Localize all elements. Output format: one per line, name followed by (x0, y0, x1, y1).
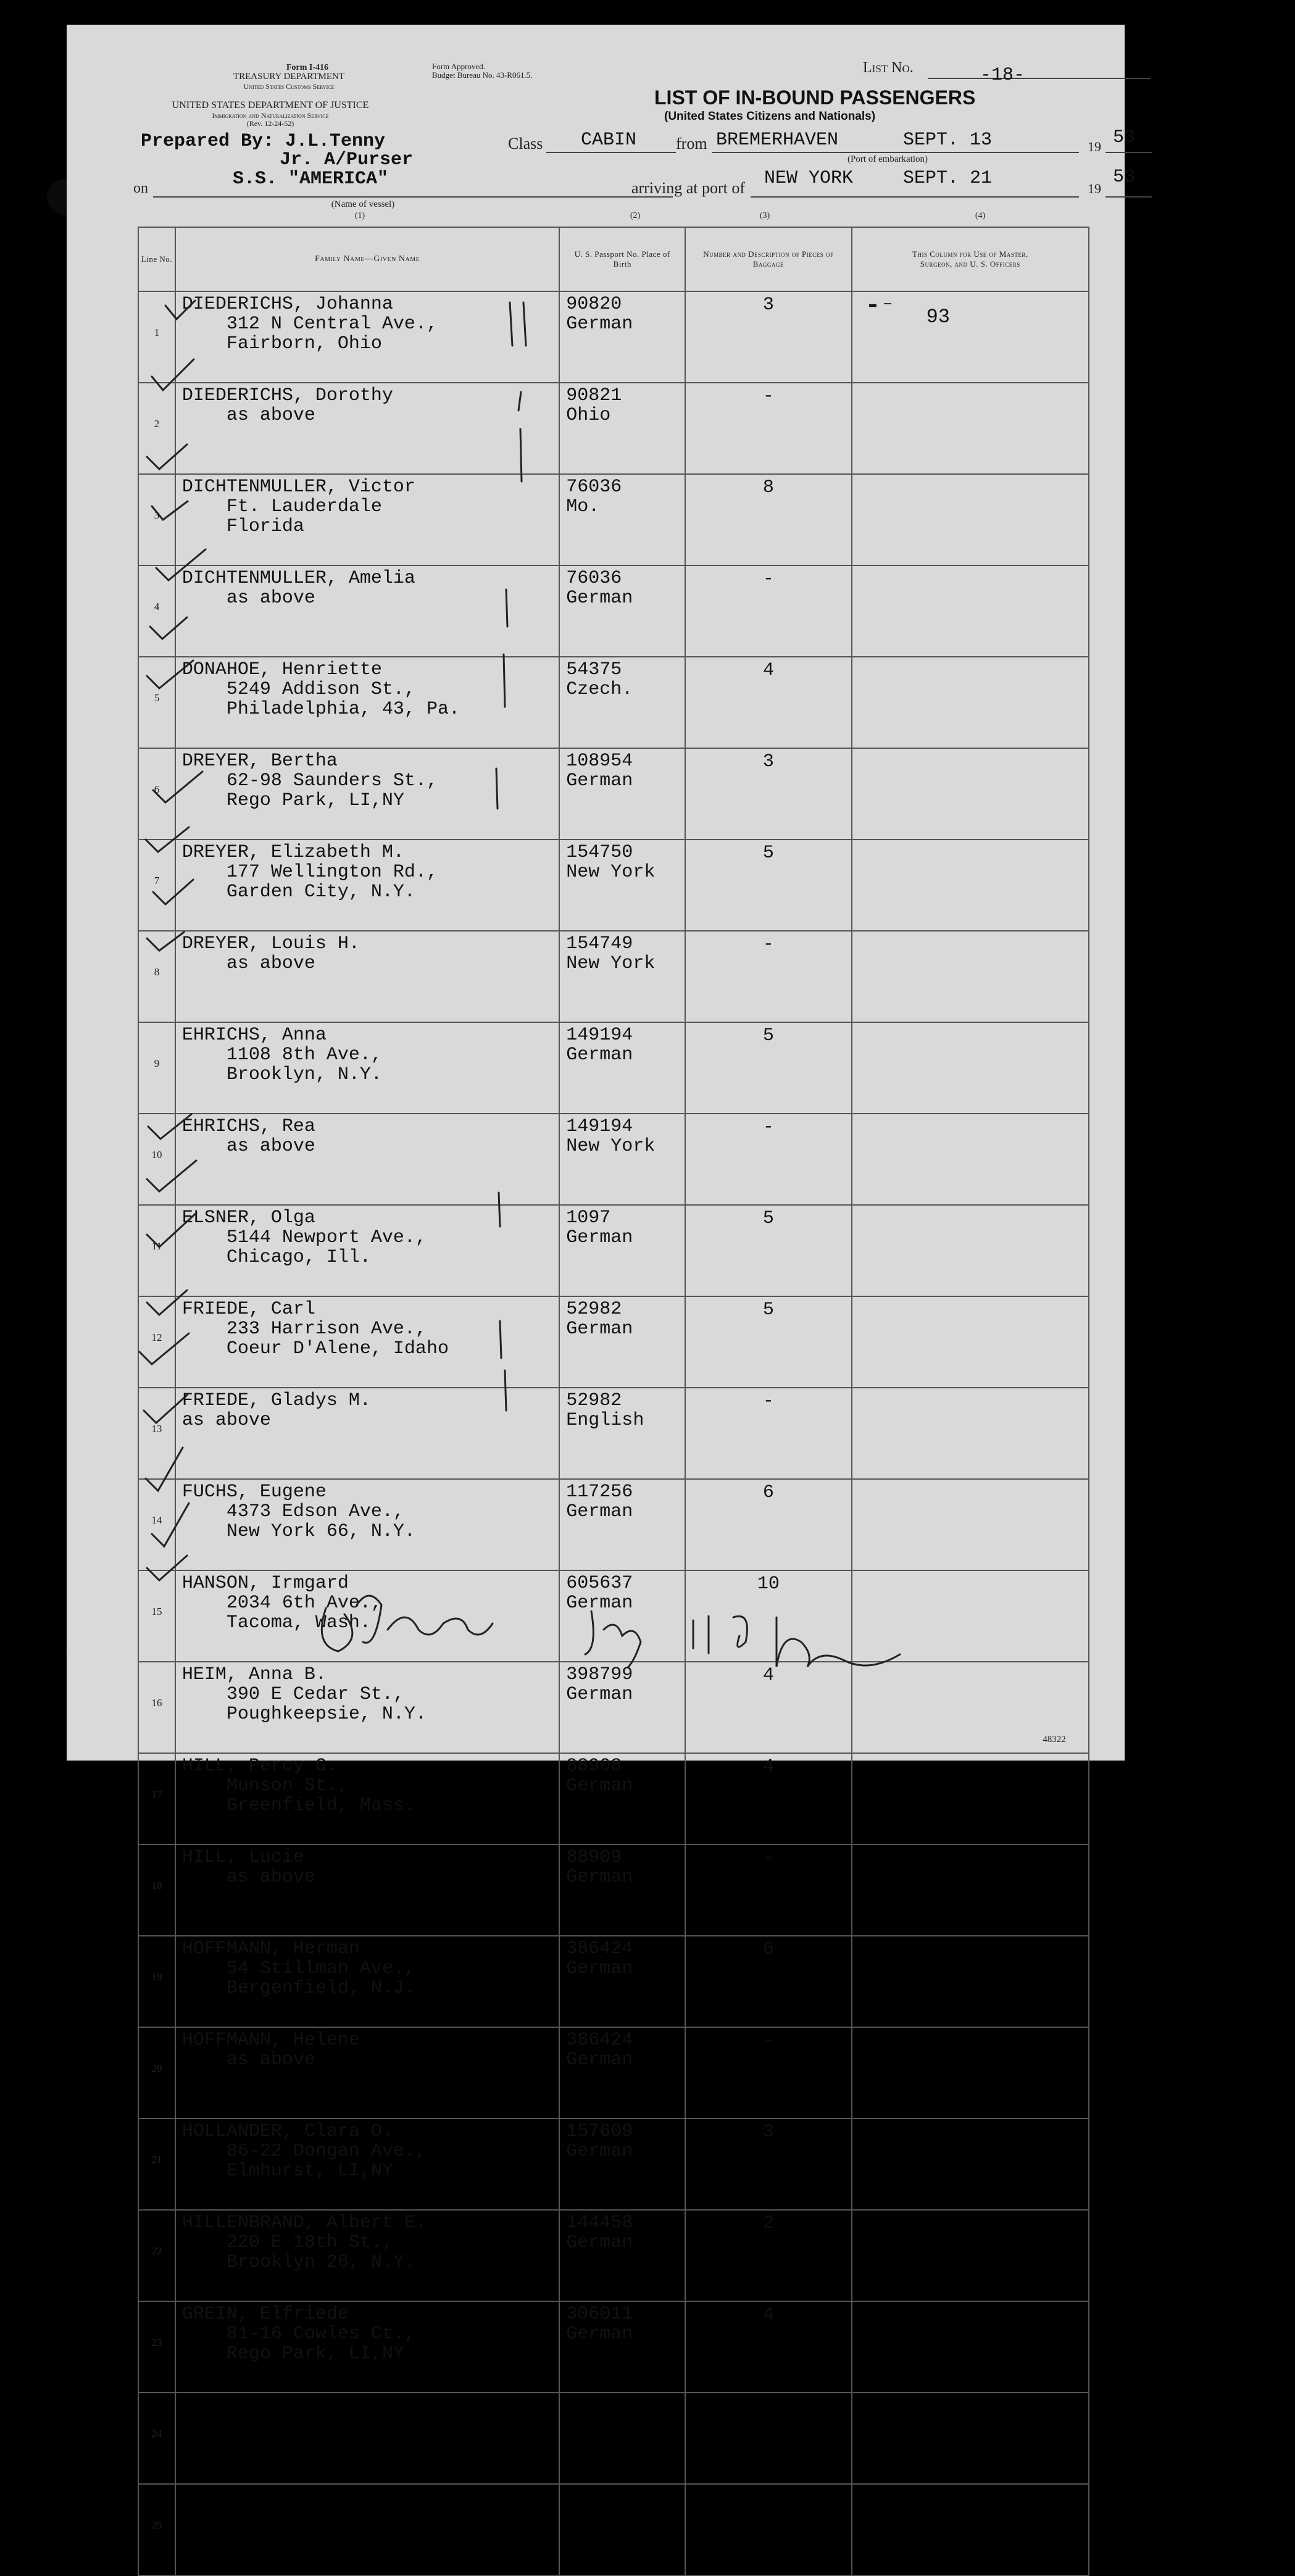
officer-notes (852, 840, 1089, 931)
line-number: 4 (138, 565, 175, 657)
passport-birthplace: 108954 German (559, 748, 685, 840)
baggage-count: 8 (685, 474, 851, 565)
officer-notes (852, 1388, 1089, 1479)
passport-birthplace: 154750 New York (559, 840, 685, 931)
header-line-no: Line No. (138, 227, 175, 291)
officer-notes (852, 1114, 1089, 1205)
line-number: 23 (138, 2301, 175, 2393)
baggage-count: - (685, 931, 851, 1022)
passenger-name-address: HILL, Lucie as above (175, 1844, 559, 1936)
manifest-page (67, 25, 1136, 2531)
passport-birthplace: 54375 Czech. (559, 657, 685, 748)
table-row (138, 565, 1089, 657)
officer-notes (852, 748, 1089, 840)
year-underline-1 (1106, 152, 1152, 153)
table-row (138, 1479, 1089, 1570)
officer-notes (852, 1570, 1089, 1662)
passenger-name-address: DREYER, Louis H. as above (175, 931, 559, 1022)
embarkation-port: BREMERHAVEN (716, 130, 839, 151)
document-title: LIST OF IN-BOUND PASSENGERS (654, 86, 976, 109)
list-no-underline (928, 78, 1150, 79)
baggage-count: 5 (685, 1205, 851, 1296)
passport-birthplace: 1097 German (559, 1205, 685, 1296)
officer-notes (852, 474, 1089, 565)
year-underline-2 (1106, 196, 1152, 198)
class-value: CABIN (581, 130, 637, 151)
column-number-2: (2) (630, 211, 641, 220)
table-row (138, 291, 1089, 383)
officer-notes (852, 565, 1089, 657)
line-number: 3 (138, 474, 175, 565)
baggage-count: 10 (685, 1570, 851, 1662)
table-row (138, 1205, 1089, 1296)
passport-birthplace: 88908 German (559, 1753, 685, 1844)
baggage-count: 3 (685, 291, 851, 383)
passenger-name-address: FRIEDE, Gladys M. as above (175, 1388, 559, 1479)
table-row (138, 1570, 1089, 1662)
officer-notes (852, 1296, 1089, 1388)
passport-birthplace: 306011 German (559, 2301, 685, 2393)
officer-notes (852, 1936, 1089, 2027)
table-row (138, 1388, 1089, 1479)
passport-birthplace (559, 2484, 685, 2575)
table-row (138, 1662, 1089, 1753)
baggage-count: 5 (685, 1296, 851, 1388)
line-number: 25 (138, 2484, 175, 2575)
line-number: 6 (138, 748, 175, 840)
from-label: from (676, 135, 707, 152)
table-row (138, 1844, 1089, 1936)
table-row (138, 383, 1089, 474)
line-number: 14 (138, 1479, 175, 1570)
passenger-name-address: FUCHS, Eugene 4373 Edson Ave., New York 66, N.Y. (175, 1479, 559, 1570)
table-row (138, 2301, 1089, 2393)
passport-birthplace: 52982 English (559, 1388, 685, 1479)
passenger-name-address: HOFFMANN, Helene as above (175, 2027, 559, 2119)
officer-notes (852, 1022, 1089, 1114)
baggage-count: - (685, 1388, 851, 1479)
officer-notes (852, 2484, 1089, 2575)
header-baggage: Number and Description of Pieces of Baggage (685, 227, 851, 291)
revision-date: (Rev. 12-24-52) (246, 119, 294, 128)
justice-department: UNITED STATES DEPARTMENT OF JUSTICE (172, 100, 369, 110)
baggage-count: 3 (685, 2119, 851, 2210)
passenger-name-address: HOLLANDER, Clara O. 86-22 Dongan Ave., Elmhurst, LI,NY (175, 2119, 559, 2210)
table-row (138, 1753, 1089, 1844)
line-number: 15 (138, 1570, 175, 1662)
baggage-count: - (685, 2027, 851, 2119)
list-no-label: List No. (863, 60, 914, 76)
baggage-count: - (685, 565, 851, 657)
passenger-name-address (175, 2484, 559, 2575)
year-prefix-1: 19 (1088, 139, 1101, 154)
passport-birthplace: 76036 German (559, 565, 685, 657)
vessel-name: S.S. "AMERICA" (233, 169, 389, 190)
passenger-name-address: HEIM, Anna B. 390 E Cedar St., Poughkeepsie, N.Y. (175, 1662, 559, 1753)
header-passport: U. S. Passport No. Place of Birth (559, 227, 685, 291)
arrival-port: NEW YORK (764, 168, 854, 189)
passport-birthplace: 386424 German (559, 2027, 685, 2119)
baggage-count (685, 2484, 851, 2575)
officer-notes (852, 2119, 1089, 2210)
list-number: -18- (980, 65, 1025, 86)
passport-birthplace: 386424 German (559, 1936, 685, 2027)
table-row (138, 1936, 1089, 2027)
passport-birthplace: 52982 German (559, 1296, 685, 1388)
form-number: Form I-416 (286, 63, 329, 72)
table-row (138, 1022, 1089, 1114)
port-embarkation-note: (Port of embarkation) (847, 154, 928, 164)
passenger-name-address: DICHTENMULLER, Amelia as above (175, 565, 559, 657)
table-row (138, 1296, 1089, 1388)
on-label: on (133, 180, 148, 196)
baggage-count: - (685, 1844, 851, 1936)
baggage-count: 4 (685, 657, 851, 748)
line-number: 19 (138, 1936, 175, 2027)
passenger-name-address: EHRICHS, Rea as above (175, 1114, 559, 1205)
line-number: 1 (138, 291, 175, 383)
baggage-count: 5 (685, 1022, 851, 1114)
table-header-row (138, 227, 1089, 291)
prepared-by-title: Jr. A/Purser (280, 149, 414, 170)
baggage-count: 4 (685, 1753, 851, 1844)
document-subtitle: (United States Citizens and Nationals) (664, 110, 876, 123)
table-row (138, 931, 1089, 1022)
passport-birthplace: 90820 German (559, 291, 685, 383)
passport-birthplace: 117256 German (559, 1479, 685, 1570)
baggage-count: 4 (685, 2301, 851, 2393)
passenger-name-address: EHRICHS, Anna 1108 8th Ave., Brooklyn, N.Y. (175, 1022, 559, 1114)
line-number: 10 (138, 1114, 175, 1205)
arrival-year: 53 (1113, 167, 1136, 188)
baggage-count: 3 (685, 748, 851, 840)
passport-birthplace: 90821 Ohio (559, 383, 685, 474)
table-row (138, 2484, 1089, 2575)
passenger-name-address: HILL, Percy G. Munson St., Greenfield, Mass. (175, 1753, 559, 1844)
embarkation-date: SEPT. 13 (903, 130, 993, 151)
line-number: 17 (138, 1753, 175, 1844)
budget-bureau: Budget Bureau No. 43-R061.5. (432, 70, 533, 80)
passport-birthplace: 149194 New York (559, 1114, 685, 1205)
line-number: 11 (138, 1205, 175, 1296)
passenger-name-address: DIEDERICHS, Dorothy as above (175, 383, 559, 474)
officer-notes (852, 1753, 1089, 1844)
officer-notes (852, 1205, 1089, 1296)
officer-notes (852, 657, 1089, 748)
line-number: 7 (138, 840, 175, 931)
footer-code: 48322 (1043, 1735, 1066, 1744)
passenger-name-address: ELSNER, Olga 5144 Newport Ave., Chicago, Ill. (175, 1205, 559, 1296)
baggage-count: - (685, 383, 851, 474)
passenger-name-address: GREIN, Elfriede 81-16 Cowles Ct., Rego Park, LI,NY (175, 2301, 559, 2393)
baggage-count: 2 (685, 2210, 851, 2301)
line-number: 16 (138, 1662, 175, 1753)
baggage-count: - (685, 1114, 851, 1205)
passport-birthplace: 605637 German (559, 1570, 685, 1662)
passport-birthplace: 149194 German (559, 1022, 685, 1114)
line-number: 13 (138, 1388, 175, 1479)
officer-mark-dash: ▬ ─ (869, 298, 892, 312)
table-row (138, 2393, 1089, 2484)
baggage-count: 6 (685, 1479, 851, 1570)
table-row (138, 2027, 1089, 2119)
line-number: 12 (138, 1296, 175, 1388)
treasury-department: TREASURY DEPARTMENT (233, 72, 345, 81)
passenger-name-address: DREYER, Bertha 62-98 Saunders St., Rego Park, LI,NY (175, 748, 559, 840)
passport-birthplace: 88909 German (559, 1844, 685, 1936)
baggage-count (685, 2393, 851, 2484)
class-underline (546, 152, 676, 153)
table-row (138, 1114, 1089, 1205)
baggage-count: 6 (685, 1936, 851, 2027)
officer-notes (852, 2393, 1089, 2484)
baggage-count: 5 (685, 840, 851, 931)
line-number: 2 (138, 383, 175, 474)
officer-notes (852, 2027, 1089, 2119)
officer-notes: 93 (852, 291, 1089, 383)
passenger-name-address: FRIEDE, Carl 233 Harrison Ave., Coeur D'Alene, Idaho (175, 1296, 559, 1388)
column-number-4: (4) (975, 211, 986, 220)
passenger-table (138, 227, 1089, 2576)
passenger-name-address: DIEDERICHS, Johanna 312 N Central Ave., Fairborn, Ohio (175, 291, 559, 383)
officer-notes (852, 1844, 1089, 1936)
column-number-3: (3) (759, 211, 770, 220)
vessel-underline (153, 196, 673, 198)
line-number: 22 (138, 2210, 175, 2301)
table-row (138, 748, 1089, 840)
passenger-name-address: DREYER, Elizabeth M. 177 Wellington Rd., Garden City, N.Y. (175, 840, 559, 931)
table-row (138, 657, 1089, 748)
line-number: 21 (138, 2119, 175, 2210)
passport-birthplace (559, 2393, 685, 2484)
baggage-count: 4 (685, 1662, 851, 1753)
officer-notes (852, 383, 1089, 474)
year-prefix-2: 19 (1088, 181, 1101, 196)
passenger-name-address: DICHTENMULLER, Victor Ft. Lauderdale Florida (175, 474, 559, 565)
form-approved: Form Approved. (432, 62, 485, 71)
passenger-name-address: HOFFMANN, Herman 54 Stillman Ave., Bergenfield, N.J. (175, 1936, 559, 2027)
vessel-note: (Name of vessel) (331, 199, 395, 209)
customs-service: United States Customs Service (243, 82, 335, 91)
line-number: 9 (138, 1022, 175, 1114)
arrival-date: SEPT. 21 (903, 168, 993, 189)
officer-notes (852, 1479, 1089, 1570)
line-number: 20 (138, 2027, 175, 2119)
passenger-name-address: DONAHOE, Henriette 5249 Addison St., Philadelphia, 43, Pa. (175, 657, 559, 748)
from-underline (712, 152, 1079, 153)
header-officers: This Column for Use of Master, Surgeon, and U. S. Officers (852, 227, 1089, 291)
table-row (138, 2210, 1089, 2301)
class-label: Class (508, 135, 543, 152)
line-number: 18 (138, 1844, 175, 1936)
header-name: Family Name—Given Name (175, 227, 559, 291)
passport-birthplace: 398799 German (559, 1662, 685, 1753)
prepared-by: Prepared By: J.L.Tenny (141, 131, 386, 152)
passport-birthplace: 144458 German (559, 2210, 685, 2301)
passport-birthplace: 76036 Mo. (559, 474, 685, 565)
passport-birthplace: 154749 New York (559, 931, 685, 1022)
officer-notes (852, 2301, 1089, 2393)
arrival-underline (751, 196, 1079, 198)
ins-service: Immigration and Naturalization Service (212, 111, 329, 120)
passenger-name-address (175, 2393, 559, 2484)
passport-birthplace: 157609 German (559, 2119, 685, 2210)
embarkation-year: 53 (1113, 127, 1136, 148)
passenger-name-address: HANSON, Irmgard 2034 6th Ave., Tacoma, Wash. (175, 1570, 559, 1662)
line-number: 8 (138, 931, 175, 1022)
arriving-label: arriving at port of (631, 179, 746, 197)
line-number: 5 (138, 657, 175, 748)
column-number-1: (1) (354, 211, 365, 220)
officer-notes (852, 2210, 1089, 2301)
table-row (138, 2119, 1089, 2210)
line-number: 24 (138, 2393, 175, 2484)
table-row (138, 474, 1089, 565)
table-row (138, 840, 1089, 931)
officer-notes (852, 931, 1089, 1022)
passenger-name-address: HILLENBRAND, Albert E. 220 E 18th St., Brooklyn 26, N.Y. (175, 2210, 559, 2301)
